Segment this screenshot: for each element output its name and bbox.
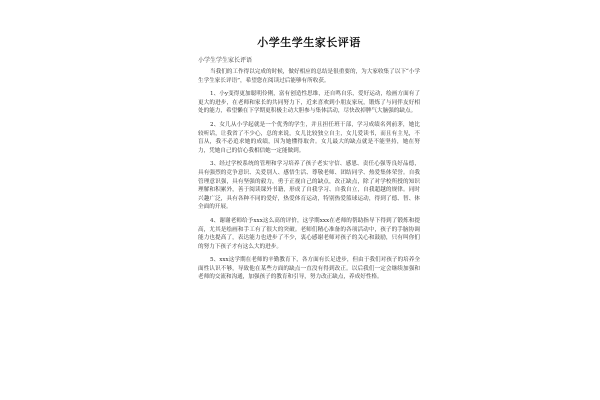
paragraph-3: 3、经过学校系统的管理和学习培养了孩子老实守信、感恩、责任心强等良好品德，具有强烈的竞争意识、关爱别人、感悟生活、尊敬老师、团结同学、热爱集体荣誉。自我管理意识强，具有坚强的毅力，勇于正视自己的缺点，改正缺点，除了对学校所授的知识理解和积累外，善于阅读课外书籍，形成了自我学习、自我自立，自我超越的规律。同时兴趣广泛，具有各种不同的爱好，热爱体育运动，特别热爱篮球运动，得到了德、智、体全面的开展。 (198, 161, 420, 211)
document-page (198, 34, 420, 394)
document-subtitle: 小学生学生家长评语 (198, 57, 253, 64)
document-title: 小学生学生家长评语 (257, 36, 361, 49)
paragraph-5: 5、xxx这学期在老师的辛勤教育下，各方面有长足进步，但由于我们对孩子的培养全面性认识不够，导致他在某些方面的缺点一直没有得到改正。以后我们一定会继续加强和老师的交流和沟通，加强孩子的教育和引导，努力改正缺点，养成好性格。 (198, 257, 420, 281)
paragraph-2: 2、女儿从小学起就是一个优秀的学生，并且担任班干部，学习成绩名列前茅，她比较听话，让我省了不少心，总的来说，女儿比较独立自主，女儿爱读书，而且有主见，不盲从，我不必追求她的成绩，因为她懂得取舍。女儿最大的缺点就是不能坚持，她在努力，凭她自己的信心我相信她一定能做到。 (198, 121, 420, 154)
paragraph-4: 4、谢谢老师给予xxx这么高的评价，这学期xxx在老师的帮助指导下得到了锻炼和提高，尤其是绘画和手工有了很大的突破。老师们精心准备的各项活动中，孩子的手脑协调能力也提高了，表达能力也进步了不少，衷心感谢老师对孩子的关心和鼓励，只有叫你们的努力下孩子才有这么大的进步。 (198, 217, 420, 250)
paragraph-1: 1、小y变得更加聪明伶俐，富有创造性思维，还自鸣自乐，爱好运动，绘画方面有了更大的进步，在老师和家长的共同努力下，近来喜欢到小朋友家玩，锻炼了与同伴友好相处的能力，希望懒在下学期更积极主动大胆参与集体活动，尽快改掉脾气大脑强的缺点。 (198, 91, 420, 115)
intro-paragraph: 当我们的工作得以完成的时候，做好相应的总结是很重要的，为大家收集了以下“小学生学生家长评语”，希望您在阅读过后能够有所收获。 (198, 69, 420, 84)
